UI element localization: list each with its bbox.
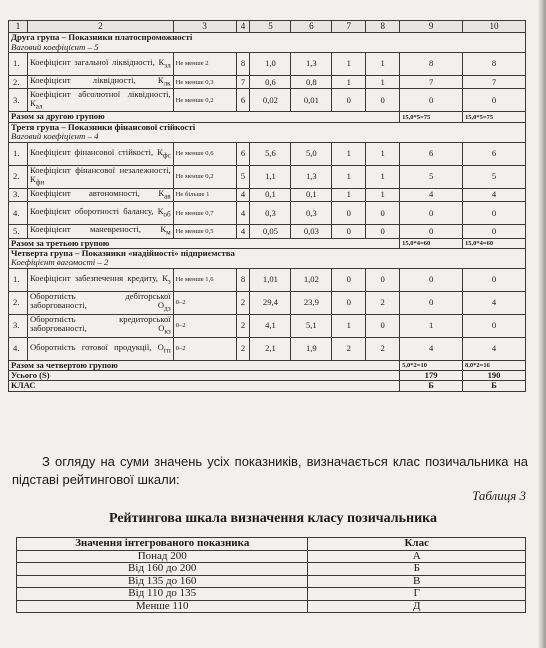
class-row-value-10: Б	[463, 381, 526, 391]
group-title: Друга група – Показники платоспроможності	[11, 32, 193, 42]
row-number: 2.	[9, 165, 28, 188]
cell-value-c10: 8	[463, 53, 526, 76]
cell-value-c7: 1	[332, 76, 366, 89]
sum-row	[9, 371, 526, 381]
cell-value-c8: 0	[366, 202, 400, 225]
column-number: 8	[366, 21, 400, 33]
indicator-subscript: ал	[35, 102, 43, 111]
column-number: 9	[400, 21, 463, 33]
page-edge-shadow	[538, 0, 546, 648]
criterion-value: Не менше 0,2	[173, 89, 236, 112]
indicator-subscript: дз	[164, 305, 171, 314]
rating-row	[17, 588, 526, 601]
cell-value-c6: 1,3	[291, 53, 332, 76]
indicator-row	[9, 268, 526, 291]
criterion-value: Не більше 1	[173, 188, 236, 201]
cell-value-c7: 0	[332, 225, 366, 238]
indicators-table	[8, 20, 526, 392]
column-number: 10	[463, 21, 526, 33]
cell-value-c7: 0	[332, 268, 366, 291]
cell-value-c5: 0,3	[250, 202, 291, 225]
row-number: 1.	[9, 142, 28, 165]
group-heading-row	[9, 33, 526, 53]
cell-value-c7: 1	[332, 165, 366, 188]
rating-header-row	[17, 538, 526, 551]
rating-row	[17, 550, 526, 563]
cell-value-c5: 0,1	[250, 188, 291, 201]
rating-header-cell: Клас	[308, 538, 526, 551]
indicator-name: Коефіцієнт маневреності, $К_м$	[27, 225, 173, 238]
group-total-label: Разом за четвертою групою	[9, 360, 400, 370]
cell-value-c6: 23,9	[291, 291, 332, 314]
indicator-name: Оборотність кредиторської заборгованості, $О_{кз}$	[27, 314, 173, 337]
row-number: 1.	[9, 53, 28, 76]
cell-value-c6: 5,1	[291, 314, 332, 337]
cell-value-c10: 4	[463, 291, 526, 314]
cell-value-c8: 0	[366, 225, 400, 238]
indicator-row	[9, 188, 526, 201]
cell-value-c4: 8	[236, 268, 250, 291]
indicator-name: Коефіцієнт фінансової стійкості, $К_{фс}$	[27, 142, 173, 165]
indicator-name: Коефіцієнт ліквідності, $К_{лк}$	[27, 76, 173, 89]
cell-value-c8: 0	[366, 314, 400, 337]
cell-value-c4: 2	[236, 291, 250, 314]
indicator-row	[9, 53, 526, 76]
cell-value-c9: 0	[400, 225, 463, 238]
indicator-subscript: кз	[164, 328, 171, 337]
cell-value-c10: 0	[463, 225, 526, 238]
row-number: 3.	[9, 314, 28, 337]
indicator-subscript: м	[166, 228, 171, 237]
cell-value-c10: 0	[463, 202, 526, 225]
indicator-name: Коефіцієнт абсолютної ліквідності, $К_{ал}$	[27, 89, 173, 112]
indicator-row	[9, 142, 526, 165]
indicator-name: Коефіцієнт забезпечення кредиту, $К_з$	[27, 268, 173, 291]
cell-value-c8: 0	[366, 268, 400, 291]
indicator-name: Коефіцієнт загальної ліквідності, $К_{зл}$	[27, 53, 173, 76]
weight-coefficient: Ваговий коефіцієнт – 4	[11, 131, 99, 142]
cell-value-c6: 5,0	[291, 142, 332, 165]
group-heading-row	[9, 122, 526, 142]
cell-value-c5: 1,01	[250, 268, 291, 291]
cell-value-c6: 1,3	[291, 165, 332, 188]
class-letter: Д	[308, 600, 526, 613]
group-total-10: 8,0*2=16	[463, 360, 526, 370]
integrated-value: Від 135 до 160	[17, 575, 308, 588]
cell-value-c5: 1,1	[250, 165, 291, 188]
cell-value-c7: 0	[332, 291, 366, 314]
cell-value-c10: 0	[463, 268, 526, 291]
criterion-value: Не менше 0,7	[173, 202, 236, 225]
cell-value-c4: 8	[236, 53, 250, 76]
class-row-value-9: Б	[400, 381, 463, 391]
column-number: 5	[250, 21, 291, 33]
class-letter: Г	[308, 588, 526, 601]
indicator-row	[9, 202, 526, 225]
column-number: 4	[236, 21, 250, 33]
group-total-label: Разом за третьою групою	[9, 238, 400, 248]
integrated-value: Від 110 до 135	[17, 588, 308, 601]
indicator-row	[9, 314, 526, 337]
rating-header-cell: Значення інтегрованого показника	[17, 538, 308, 551]
cell-value-c5: 4,1	[250, 314, 291, 337]
cell-value-c9: 0	[400, 202, 463, 225]
group-total-10: 15,0*5=75	[463, 112, 526, 122]
cell-value-c4: 2	[236, 314, 250, 337]
cell-value-c5: 0,05	[250, 225, 291, 238]
cell-value-c9: 4	[400, 188, 463, 201]
rating-row	[17, 600, 526, 613]
cell-value-c8: 1	[366, 188, 400, 201]
sum-row-label: Усього (S)	[9, 371, 400, 381]
criterion-value: 0–2	[173, 291, 236, 314]
cell-value-c6: 0,1	[291, 188, 332, 201]
cell-value-c10: 5	[463, 165, 526, 188]
class-letter: В	[308, 575, 526, 588]
group-heading-row	[9, 248, 526, 268]
indicator-subscript: фс	[162, 151, 171, 160]
cell-value-c7: 1	[332, 53, 366, 76]
integrated-value: Від 160 до 200	[17, 563, 308, 576]
column-number: 2	[27, 21, 173, 33]
cell-value-c7: 1	[332, 188, 366, 201]
cell-value-c7: 0	[332, 202, 366, 225]
cell-value-c4: 6	[236, 142, 250, 165]
cell-value-c4: 6	[236, 89, 250, 112]
criterion-value: Не менше 0,2	[173, 165, 236, 188]
group-total-row	[9, 238, 526, 248]
indicator-name: Коефіцієнт оборотності балансу, $К_{об}$	[27, 202, 173, 225]
cell-value-c6: 0,01	[291, 89, 332, 112]
indicator-row	[9, 76, 526, 89]
cell-value-c6: 0,3	[291, 202, 332, 225]
cell-value-c9: 6	[400, 142, 463, 165]
cell-value-c4: 7	[236, 76, 250, 89]
criterion-value: Не менше 2	[173, 53, 236, 76]
cell-value-c6: 0,03	[291, 225, 332, 238]
group-total-9: 15,0*5=75	[400, 112, 463, 122]
criterion-value: Не менше 0,3	[173, 76, 236, 89]
criterion-value: Не менше 1,6	[173, 268, 236, 291]
indicator-row	[9, 225, 526, 238]
cell-value-c7: 1	[332, 142, 366, 165]
row-number: 2.	[9, 291, 28, 314]
cell-value-c8: 2	[366, 291, 400, 314]
indicator-name: Коефіцієнт фінансової незалежності, $К_{фн}$	[27, 165, 173, 188]
integrated-value: Понад 200	[17, 550, 308, 563]
class-letter: Б	[308, 563, 526, 576]
indicator-row	[9, 291, 526, 314]
cell-value-c6: 0,8	[291, 76, 332, 89]
cell-value-c5: 5,6	[250, 142, 291, 165]
class-row	[9, 381, 526, 391]
cell-value-c10: 4	[463, 188, 526, 201]
cell-value-c4: 2	[236, 337, 250, 360]
cell-value-c10: 6	[463, 142, 526, 165]
criterion-value: Не менше 0,6	[173, 142, 236, 165]
indicator-subscript: фн	[35, 178, 45, 187]
cell-value-c4: 5	[236, 165, 250, 188]
cell-value-c10: 0	[463, 314, 526, 337]
cell-value-c9: 0	[400, 268, 463, 291]
row-number: 2.	[9, 76, 28, 89]
cell-value-c9: 8	[400, 53, 463, 76]
cell-value-c8: 1	[366, 165, 400, 188]
criterion-value: Не менше 0,5	[173, 225, 236, 238]
rating-row	[17, 563, 526, 576]
column-number: 3	[173, 21, 236, 33]
sum-row-value-10: 190	[463, 371, 526, 381]
group-total-row	[9, 360, 526, 370]
indicator-subscript: з	[167, 277, 171, 286]
indicator-subscript: зл	[164, 61, 171, 70]
criterion-value: 0–2	[173, 314, 236, 337]
class-letter: А	[308, 550, 526, 563]
group-title: Четверта група – Показники «надійності» підприємства	[11, 247, 235, 258]
cell-value-c6: 1,9	[291, 337, 332, 360]
header-row	[9, 21, 526, 33]
cell-value-c10: 0	[463, 89, 526, 112]
cell-value-c10: 4	[463, 337, 526, 360]
row-number: 4.	[9, 202, 28, 225]
cell-value-c7: 1	[332, 314, 366, 337]
row-number: 4.	[9, 337, 28, 360]
sum-row-value-9: 179	[400, 371, 463, 381]
cell-value-c5: 0,02	[250, 89, 291, 112]
column-number: 6	[291, 21, 332, 33]
row-number: 1.	[9, 268, 28, 291]
criterion-value: 0–2	[173, 337, 236, 360]
cell-value-c5: 0,6	[250, 76, 291, 89]
rating-scale-table	[16, 537, 526, 613]
indicator-subscript: об	[163, 210, 171, 219]
integrated-value: Менше 110	[17, 600, 308, 613]
indicator-row	[9, 165, 526, 188]
cell-value-c8: 0	[366, 89, 400, 112]
group-total-row	[9, 112, 526, 122]
column-number: 1	[9, 21, 28, 33]
cell-value-c7: 0	[332, 89, 366, 112]
cell-value-c9: 0	[400, 89, 463, 112]
class-row-label: КЛАС	[9, 381, 400, 391]
group-total-9: 15,0*4=60	[400, 238, 463, 248]
indicator-name: Оборотність готової продукції, $О_{гп}$	[27, 337, 173, 360]
cell-value-c4: 4	[236, 225, 250, 238]
indicator-row	[9, 89, 526, 112]
table-number: Таблиця 3	[472, 488, 526, 503]
group-total-9: 5,0*2=10	[400, 360, 463, 370]
table-title: Рейтингова шкала визначення класу позичальника	[108, 511, 438, 526]
row-number: 3.	[9, 188, 28, 201]
group-total-10: 15,0*4=60	[463, 238, 526, 248]
indicator-subscript: лк	[163, 79, 171, 88]
rating-row	[17, 575, 526, 588]
cell-value-c9: 0	[400, 291, 463, 314]
cell-value-c8: 2	[366, 337, 400, 360]
weight-coefficient: Ваговий коефіцієнт – 5	[11, 41, 99, 52]
cell-value-c6: 1,02	[291, 268, 332, 291]
cell-value-c9: 7	[400, 76, 463, 89]
weight-coefficient: Коефіцієнт вагомості – 2	[11, 257, 109, 268]
cell-value-c8: 1	[366, 76, 400, 89]
cell-value-c9: 5	[400, 165, 463, 188]
cell-value-c8: 1	[366, 53, 400, 76]
cell-value-c8: 1	[366, 142, 400, 165]
cell-value-c4: 4	[236, 188, 250, 201]
cell-value-c5: 2,1	[250, 337, 291, 360]
cell-value-c9: 4	[400, 337, 463, 360]
indicator-row	[9, 337, 526, 360]
row-number: 3.	[9, 89, 28, 112]
indicator-subscript: ав	[164, 192, 171, 201]
cell-value-c9: 1	[400, 314, 463, 337]
cell-value-c4: 4	[236, 202, 250, 225]
indicator-name: Коефіцієнт автономності, $К_{ав}$	[27, 188, 173, 201]
cell-value-c5: 1,0	[250, 53, 291, 76]
indicator-name: Оборотність дебіторської заборгованості, $О_{дз}$	[27, 291, 173, 314]
row-number: 5.	[9, 225, 28, 238]
group-total-label: Разом за другою групою	[9, 112, 400, 122]
group-title: Третя група – Показники фінансової стійкості	[11, 121, 196, 132]
body-paragraph: З огляду на суми значень усіх показників, визначається клас позичальника на підставі рейтингової шкали:	[12, 454, 528, 487]
cell-value-c10: 7	[463, 76, 526, 89]
cell-value-c5: 29,4	[250, 291, 291, 314]
indicator-subscript: гп	[163, 346, 171, 355]
column-number: 7	[332, 21, 366, 33]
cell-value-c7: 2	[332, 337, 366, 360]
